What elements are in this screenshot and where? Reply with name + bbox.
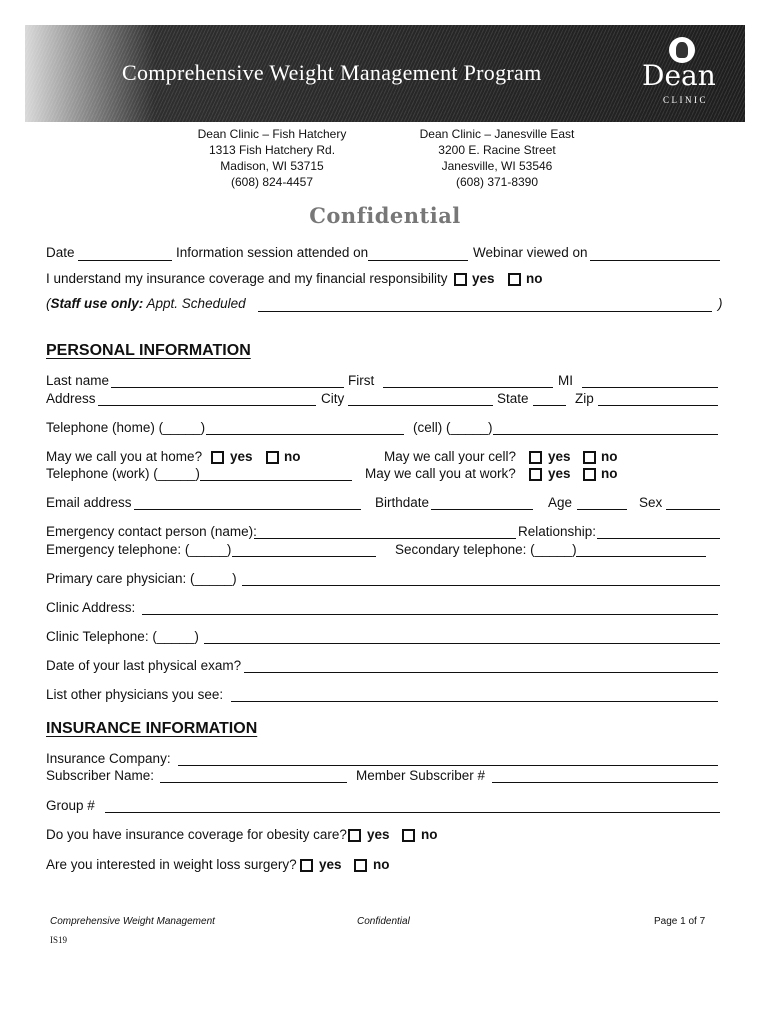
relationship-field[interactable] xyxy=(597,538,720,539)
member-subscriber-field[interactable] xyxy=(492,782,718,783)
staff-open-paren: ( xyxy=(46,296,51,311)
state-label: State xyxy=(497,391,529,406)
call-work-yes-label: yes xyxy=(548,466,571,481)
relationship-label: Relationship: xyxy=(518,524,597,539)
understand-yes-label: yes xyxy=(472,271,495,286)
location-city: Janesville, WI 53546 xyxy=(441,159,553,173)
emergency-tel-field[interactable] xyxy=(232,556,376,557)
emergency-tel-label: Emergency telephone: (_____) xyxy=(46,542,232,557)
staff-use-rest: Appt. Scheduled xyxy=(143,296,246,311)
confidential-title: Confidential xyxy=(309,203,461,228)
other-physicians-label: List other physicians you see: xyxy=(46,687,224,702)
obesity-yes-checkbox[interactable] xyxy=(348,829,361,842)
date-field[interactable] xyxy=(78,260,172,261)
date-label: Date xyxy=(46,245,75,260)
insurance-company-label: Insurance Company: xyxy=(46,751,171,766)
understand-no-label: no xyxy=(526,271,543,286)
last-name-field[interactable] xyxy=(111,387,344,388)
location-name: Dean Clinic – Janesville East xyxy=(419,127,575,141)
cell-field[interactable] xyxy=(493,434,718,435)
location-phone: (608) 824-4457 xyxy=(230,175,314,189)
call-home-no-checkbox[interactable] xyxy=(266,451,279,464)
pcp-label: Primary care physician: (_____) xyxy=(46,571,237,586)
call-cell-no-checkbox[interactable] xyxy=(583,451,596,464)
last-name-label: Last name xyxy=(46,373,110,388)
tel-work-label: Telephone (work) (_____) xyxy=(46,466,200,481)
call-home-label: May we call you at home? xyxy=(46,449,203,464)
first-name-field[interactable] xyxy=(383,387,553,388)
call-work-no-checkbox[interactable] xyxy=(583,468,596,481)
age-field[interactable] xyxy=(577,509,627,510)
call-home-yes-label: yes xyxy=(230,449,253,464)
tel-home-label: Telephone (home) (_____) xyxy=(46,420,206,435)
location-city: Madison, WI 53715 xyxy=(220,159,324,173)
footer-confidential: Confidential xyxy=(357,916,410,927)
call-cell-no-label: no xyxy=(601,449,618,464)
age-label: Age xyxy=(548,495,573,510)
location-name: Dean Clinic – Fish Hatchery xyxy=(197,127,347,141)
header-banner xyxy=(25,25,745,122)
insurance-understand-label: I understand my insurance coverage and my financial responsibility xyxy=(46,271,448,286)
address-label: Address xyxy=(46,391,96,406)
tel-work-field[interactable] xyxy=(200,480,352,481)
staff-close-paren: ) xyxy=(718,296,723,311)
member-subscriber-label: Member Subscriber # xyxy=(356,768,486,783)
location-phone: (608) 371-8390 xyxy=(455,175,539,189)
call-work-no-label: no xyxy=(601,466,618,481)
surgery-yes-checkbox[interactable] xyxy=(300,859,313,872)
location-janesville xyxy=(397,126,597,190)
clinic-address-label: Clinic Address: xyxy=(46,600,136,615)
obesity-no-label: no xyxy=(421,827,438,842)
location-fish-hatchery xyxy=(172,126,372,190)
mi-field[interactable] xyxy=(582,387,718,388)
obesity-yes-label: yes xyxy=(367,827,390,842)
insurance-company-field[interactable] xyxy=(178,765,718,766)
email-label: Email address xyxy=(46,495,132,510)
last-physical-field[interactable] xyxy=(244,672,718,673)
location-street: 1313 Fish Hatchery Rd. xyxy=(208,143,336,157)
weight-loss-surgery-label: Are you interested in weight loss surgery? xyxy=(46,857,297,872)
appt-scheduled-field[interactable] xyxy=(258,311,712,312)
call-cell-yes-label: yes xyxy=(548,449,571,464)
city-field[interactable] xyxy=(348,405,493,406)
understand-no-checkbox[interactable] xyxy=(508,273,521,286)
subscriber-name-field[interactable] xyxy=(160,782,347,783)
call-home-yes-checkbox[interactable] xyxy=(211,451,224,464)
staff-use-bold: Staff use only: xyxy=(50,296,144,311)
obesity-care-label: Do you have insurance coverage for obesity care? xyxy=(46,827,347,842)
surgery-no-label: no xyxy=(373,857,390,872)
footer-program: Comprehensive Weight Management xyxy=(50,916,215,927)
call-cell-label: May we call your cell? xyxy=(384,449,517,464)
call-home-no-label: no xyxy=(284,449,301,464)
footer-page-number: Page 1 of 7 xyxy=(654,916,706,927)
call-cell-yes-checkbox[interactable] xyxy=(529,451,542,464)
sex-label: Sex xyxy=(639,495,663,510)
pcp-field[interactable] xyxy=(242,585,720,586)
info-session-field[interactable] xyxy=(368,260,468,261)
surgery-no-checkbox[interactable] xyxy=(354,859,367,872)
understand-yes-checkbox[interactable] xyxy=(454,273,467,286)
clinic-tel-field[interactable] xyxy=(204,643,720,644)
city-label: City xyxy=(321,391,345,406)
insurance-info-heading: INSURANCE INFORMATION xyxy=(46,720,258,737)
clinic-address-field[interactable] xyxy=(142,614,718,615)
subscriber-name-label: Subscriber Name: xyxy=(46,768,155,783)
mi-label: MI xyxy=(558,373,573,388)
call-work-label: May we call you at work? xyxy=(365,466,516,481)
cell-label: (cell) (_____) xyxy=(413,420,493,435)
group-field[interactable] xyxy=(105,812,720,813)
personal-info-heading: PERSONAL INFORMATION xyxy=(46,342,251,359)
first-name-label: First xyxy=(348,373,375,388)
email-field[interactable] xyxy=(134,509,361,510)
group-label: Group # xyxy=(46,798,95,813)
state-field[interactable] xyxy=(533,405,566,406)
clinic-tel-label: Clinic Telephone: (_____) xyxy=(46,629,199,644)
staff-use-label xyxy=(46,296,246,311)
surgery-yes-label: yes xyxy=(319,857,342,872)
secondary-tel-label: Secondary telephone: (_____) xyxy=(395,542,577,557)
address-field[interactable] xyxy=(98,405,316,406)
webinar-label: Webinar viewed on xyxy=(473,245,588,260)
dean-logo: Dean xyxy=(642,59,716,92)
zip-label: Zip xyxy=(575,391,594,406)
program-title: Comprehensive Weight Management Program xyxy=(122,60,542,85)
location-street: 3200 E. Racine Street xyxy=(438,143,556,157)
footer-form-code: IS19 xyxy=(50,935,68,945)
secondary-tel-field[interactable] xyxy=(576,556,706,557)
dean-logo-clinic: CLINIC xyxy=(663,95,708,105)
birthdate-label: Birthdate xyxy=(375,495,430,510)
tel-home-field[interactable] xyxy=(206,434,404,435)
obesity-no-checkbox[interactable] xyxy=(402,829,415,842)
call-work-yes-checkbox[interactable] xyxy=(529,468,542,481)
webinar-field[interactable] xyxy=(590,260,720,261)
info-session-label: Information session attended on xyxy=(176,245,369,260)
emergency-contact-field[interactable] xyxy=(254,538,516,539)
other-physicians-field[interactable] xyxy=(231,701,718,702)
sex-field[interactable] xyxy=(666,509,720,510)
birthdate-field[interactable] xyxy=(431,509,533,510)
last-physical-label: Date of your last physical exam? xyxy=(46,658,242,673)
emergency-contact-label: Emergency contact person (name): xyxy=(46,524,257,539)
zip-field[interactable] xyxy=(598,405,718,406)
